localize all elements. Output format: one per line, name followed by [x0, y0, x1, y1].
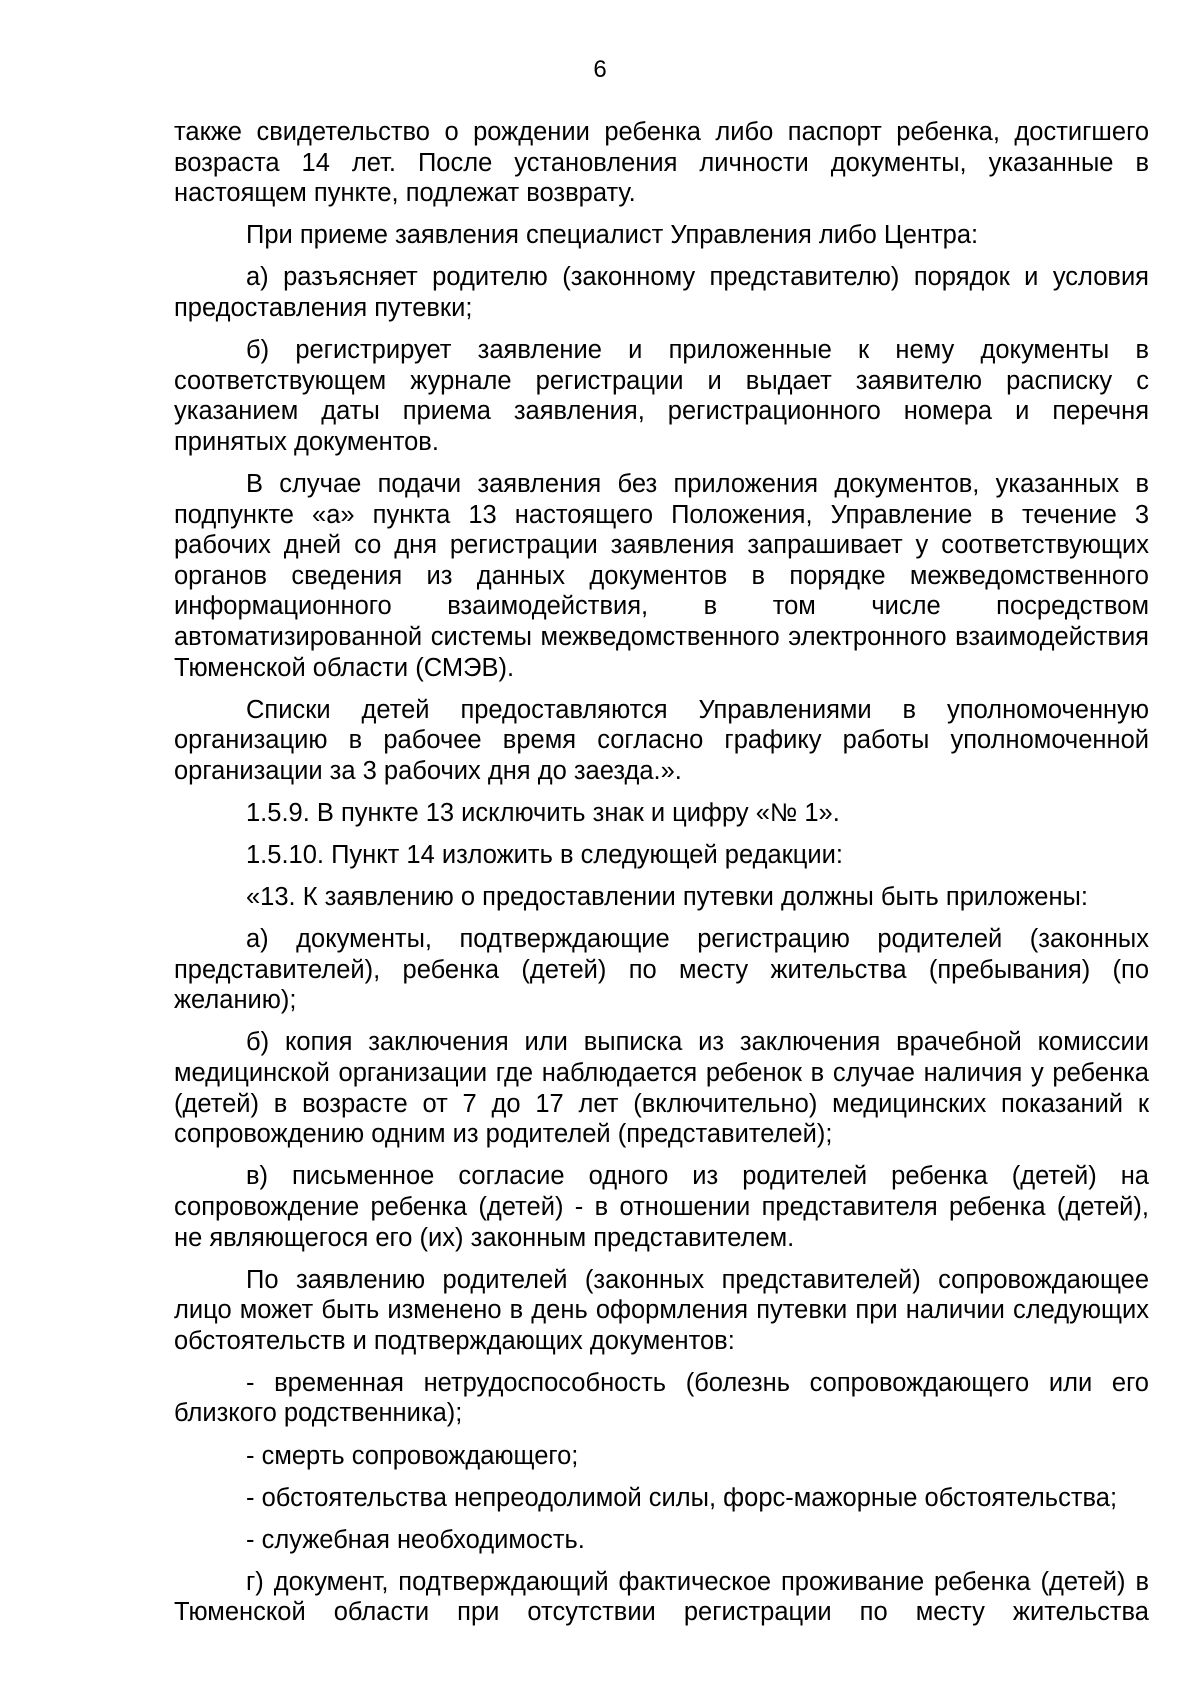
- paragraph: «13. К заявлению о предоставлении путевки должны быть приложены:: [246, 883, 1088, 912]
- paragraph: 1.5.10. Пункт 14 изложить в следующей редакции:: [246, 840, 843, 869]
- paragraph: г) документ, подтверждающий фактическое проживание ребенка (детей) в Тюменской области при отсутствии регистрации по месту жительства: [174, 1567, 1149, 1627]
- paragraph: Списки детей предоставляются Управлениями в уполномоченную организацию в рабочее время согласно графику работы уполномоченной организации за 3 рабочих дня до заезда.».: [174, 695, 1149, 785]
- paragraph: также свидетельство о рождении ребенка либо паспорт ребенка, достигшего возраста 14 лет. После установления личности документы, указанные в настоящем пункте, подлежат возврату.: [174, 118, 1149, 208]
- paragraph: В случае подачи заявления без приложения документов, указанных в подпункте «а» пункта 13 настоящего Положения, Управление в течение 3 рабочих дней со дня регистрации заявления запрашивает у соответствующих органов сведения из данных документов в порядке межведомственного информационного взаимодействия, в том числе посредством автоматизированной системы межведомственного электронного взаимодействия Тюменской области (СМЭВ).: [174, 469, 1149, 682]
- paragraph: б) копия заключения или выписка из заключения врачебной комиссии медицинской организации где наблюдается ребенок в случае наличия у ребенка (детей) в возрасте от 7 до 17 лет (включительно) медицинских показаний к сопровождению одним из родителей (представителей);: [174, 1028, 1149, 1149]
- paragraph: 1.5.9. В пункте 13 исключить знак и цифру «№ 1».: [246, 798, 840, 827]
- list-item: - смерть сопровождающего;: [246, 1441, 579, 1470]
- list-item: - служебная необходимость.: [246, 1525, 585, 1554]
- paragraph: б) регистрирует заявление и приложенные к нему документы в соответствующем журнале регистрации и выдает заявителю расписку с указанием даты приема заявления, регистрационного номера и перечня принятых документов.: [174, 336, 1149, 456]
- paragraph: При приеме заявления специалист Управления либо Центра:: [246, 221, 979, 250]
- document-body: [174, 117, 1149, 1640]
- paragraph: в) письменное согласие одного из родителей ребенка (детей) на сопровождение ребенка (детей) - в отношении представителя ребенка (детей), не являющегося его (их) законным представителем.: [174, 1162, 1149, 1252]
- list-item: - обстоятельства непреодолимой силы, форс-мажорные обстоятельства;: [246, 1483, 1118, 1512]
- list-item: - временная нетрудоспособность (болезнь сопровождающего или его близкого родственника);: [174, 1368, 1149, 1428]
- page-number: 6: [593, 56, 607, 83]
- paragraph: а) разъясняет родителю (законному представителю) порядок и условия предоставления путевки;: [174, 263, 1149, 322]
- paragraph: По заявлению родителей (законных представителей) сопровождающее лицо может быть изменено в день оформления путевки при наличии следующих обстоятельств и подтверждающих документов:: [174, 1265, 1149, 1355]
- paragraph: а) документы, подтверждающие регистрацию родителей (законных представителей), ребенка (детей) по месту жительства (пребывания) (по желанию);: [174, 925, 1149, 1015]
